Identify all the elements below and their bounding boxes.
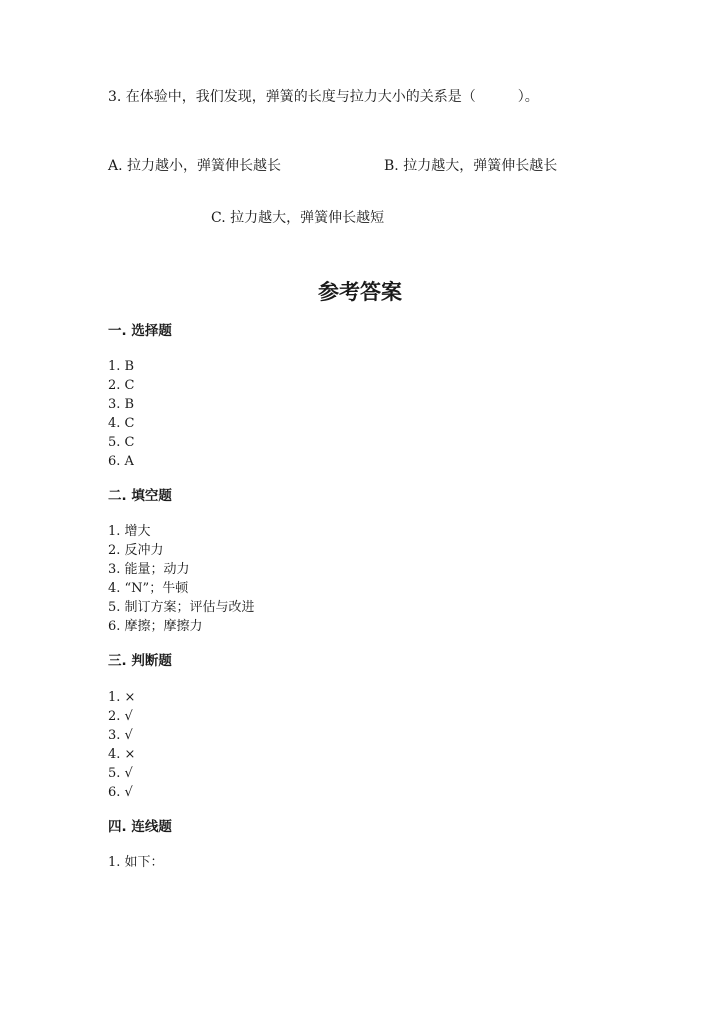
- list-item: 2. √: [108, 709, 133, 724]
- list-item: 4. ×: [108, 747, 136, 762]
- list-item: 5. 制订方案；评估与改进: [108, 600, 255, 615]
- list-item: 1. ×: [108, 690, 136, 705]
- list-item: 2. 反冲力: [108, 543, 164, 558]
- section-heading-true-false: 三. 判断题: [108, 653, 172, 669]
- option-a: A. 拉力越小，弹簧伸长越长: [108, 158, 282, 174]
- list-item: 6. √: [108, 785, 133, 800]
- list-item: 5. √: [108, 766, 133, 781]
- question-stem: 3. 在体验中，我们发现，弹簧的长度与拉力大小的关系是（ ）。: [108, 89, 539, 105]
- section-heading-choice: 一. 选择题: [108, 323, 172, 339]
- true-false-answers-list: [108, 688, 135, 802]
- section-heading-matching: 四. 连线题: [108, 819, 172, 835]
- answer-key-title: 参考答案: [318, 280, 402, 304]
- list-item: 4. C: [108, 416, 135, 431]
- list-item: 3. B: [108, 397, 135, 412]
- list-item: 4. “N”；牛顿: [108, 581, 189, 596]
- matching-answers-list: [108, 853, 164, 872]
- list-item: 1. 增大: [108, 524, 151, 539]
- list-item: 2. C: [108, 378, 135, 393]
- list-item: 6. A: [108, 454, 134, 469]
- fill-blank-answers-list: [108, 522, 255, 636]
- list-item: 5. C: [108, 435, 135, 450]
- list-item: 1. B: [108, 359, 135, 374]
- list-item: 6. 摩擦；摩擦力: [108, 619, 203, 634]
- choice-answers-list: [108, 357, 134, 471]
- list-item: 3. 能量；动力: [108, 562, 190, 577]
- option-c: C. 拉力越大，弹簧伸长越短: [211, 210, 385, 226]
- section-heading-fill-blank: 二. 填空题: [108, 488, 172, 504]
- option-b: B. 拉力越大，弹簧伸长越长: [384, 158, 558, 174]
- list-item: 3. √: [108, 728, 133, 743]
- list-item: 1. 如下：: [108, 855, 164, 870]
